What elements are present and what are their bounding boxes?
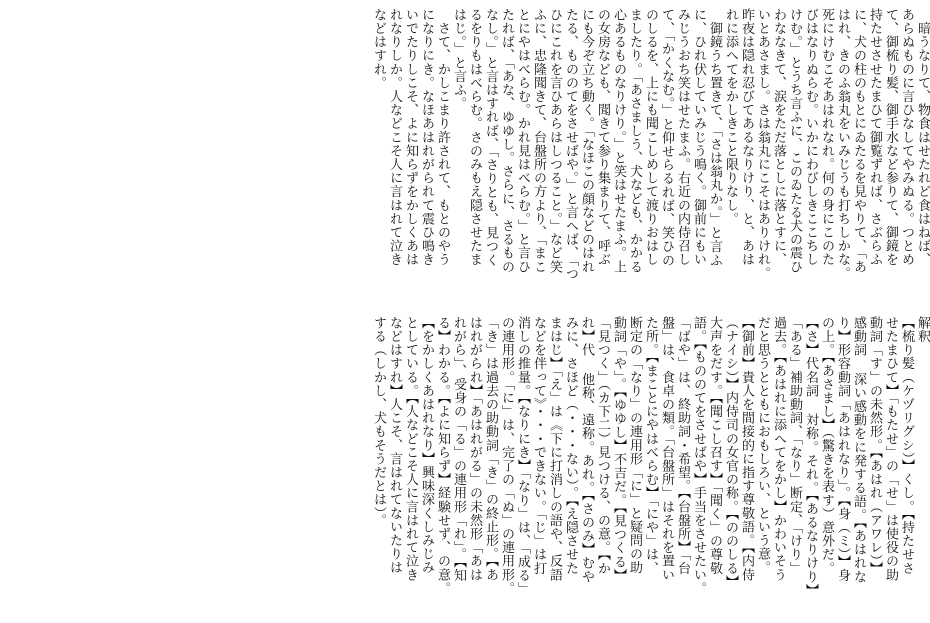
- section-divider: [20, 311, 920, 312]
- main-text-line: さて、かしこまり許されて、もとのやう: [435, 8, 450, 267]
- explanation-line: 「き」は過去の助動詞「き」の終止形。【あ: [483, 316, 498, 582]
- main-text-line: なし。」と言はすれば、「さりとも、見つく: [483, 8, 498, 267]
- explanation-line: 「見つく」（カ下二）見つける、の意。【か: [595, 316, 610, 575]
- explanation-line: 動詞「す」の未然形。【あはれ（アワレ）】: [867, 316, 882, 575]
- main-text-line: はじ。」と言ふ。: [451, 8, 466, 111]
- explanation-line: 盤」は、食卓の類。「台盤所」はそれを置い: [659, 316, 674, 582]
- explanation-line: などを伴って》・・・できない。「じ」は打: [531, 316, 546, 575]
- main-text-line: たる、もののてをさせばや。」と言へば、「つ: [563, 8, 578, 281]
- explanation-line: 消しの推量。【なりにき】「なり」は、「成る」: [515, 316, 530, 596]
- explanation-line: する（しかし、犬もそうだとは）。: [371, 316, 386, 528]
- explanation-line: 感動詞 深い感動をに発する語。【あはれな: [851, 316, 866, 584]
- explanation-line: などはすれ】人こそ、言はれてないたりは: [387, 316, 402, 575]
- main-text-line: れに添へてをかしきこと限りなし。: [723, 8, 738, 226]
- main-text-block: [60, 8, 930, 308]
- explanation-heading: 解釈: [915, 316, 930, 344]
- main-text-line: たれば、「あな、ゆゆし。さらに、さるもの: [499, 8, 514, 274]
- explanation-line: 「ある」補助動詞、「なり」断定、「けり」: [787, 316, 802, 575]
- main-text-line: れなりしか。人などこそ人に言はれて泣き: [387, 8, 402, 267]
- main-text-line: 昨夜は隠れ忍びてあるなりけり、と、あは: [739, 8, 754, 267]
- main-text-line: て、御梳り髪、御手水など参りて、御鏡を: [883, 8, 898, 267]
- explanation-line: だと思うとともにおもしろい、という意。: [755, 316, 770, 575]
- explanation-line: 語。【もののてをさせばや】手当をさせたい。: [691, 316, 706, 596]
- explanation-line: 断定の「なり」の連用形「に」と疑問の助: [627, 316, 642, 575]
- main-text-line: あらぬものに言ひなしてやみぬる。つとめ: [899, 8, 914, 267]
- explanation-line: 「ばや」は、終助詞・希望。【台盤所】「台: [675, 316, 690, 575]
- explanation-line: 動詞「や」。【ゆゆし】不吉だ。【見つくる】: [611, 316, 626, 583]
- main-text-line: ふに、忠隆聞きて、台盤所の方より、「まこ: [531, 8, 546, 274]
- main-text-line: 御鏡うち置きて、「さは翁丸か。」と言ふ: [707, 8, 722, 267]
- explanation-line: の上。【あさまし】（驚きを表す）意外だ。: [819, 316, 834, 575]
- main-text-line: のしるを、上にも聞こしめして渡りおはし: [643, 8, 658, 267]
- explanation-line: 【さ】代名詞 対称。それ。【あるなりけり】: [803, 316, 818, 598]
- main-text-line: いとあさまし。さは翁丸にこそはありけれ。: [755, 8, 770, 280]
- explanation-line: る】わかる。【よに知らず】経験せず、の意。: [435, 316, 450, 596]
- main-text-line: るをりもはべらむ。さのみもえ隠させたま: [467, 8, 482, 267]
- explanation-line: れがら」、受身の「る」の連用形「れ」。【知: [451, 316, 466, 583]
- explanation-line: （ナイシ）】内侍司の女官の称。【ののしる】: [723, 316, 738, 589]
- main-text-line: ひにこれを言ひあらはしつること。」など笑: [547, 8, 562, 274]
- explanation-line: 大声をだす。【聞こし召す】「聞く」の尊敬: [707, 316, 722, 575]
- main-text-line: けむ。」とうち言ふに、このゐたる犬の震ひ: [787, 8, 802, 274]
- main-text-line: 死にけむこそあはれなれ。何の身にこのた: [819, 8, 834, 267]
- explanation-line: れ】代 他称、遠称。あれ。【さのみ】むや: [579, 316, 594, 584]
- explanation-line: た所。【まことにやはべらむ】「にや」は、: [643, 316, 658, 575]
- main-text-line: に、ひれ伏していみじう鳴く。御前にもい: [691, 8, 706, 267]
- explanation-line: の連用形。「に」は、完了の「ぬ」の連用形。: [499, 316, 514, 596]
- explanation-line: みに、さほど（・・・ない）。【え隠させた: [563, 316, 578, 575]
- main-text-line: て、「かくなむ。」と仰せらるれば、笑ひの: [659, 8, 674, 267]
- explanation-line: 過去。【あはれに添へてをかし】かわいそう: [771, 316, 786, 582]
- main-text-line: ましたり。「あさましう、犬なども、かかる: [627, 8, 642, 274]
- main-text-line: に、犬の柱のもとにゐたるを見やりて、「あ: [851, 8, 866, 274]
- main-text-line: とにやはべらむ。かれ見はべらむ。」と言ひ: [515, 8, 530, 274]
- explanation-line: 【御前】貴人を間接的に指す尊敬語。【内侍: [739, 316, 754, 582]
- main-text-line: 暗うなりて、物食はせたれど食はねば、: [915, 8, 930, 267]
- main-text-line: 心あるものなりけり。」と笑はせたまふ。上: [611, 8, 626, 274]
- main-text-line: はれ、きのふ翁丸をいみじうも打ちしかな。: [835, 8, 850, 280]
- main-text-line: の女房なども、聞きて参り集まりて、呼ぶ: [595, 8, 610, 267]
- main-text-line: わななきて、涙をただ落としに落とすに、: [771, 8, 786, 267]
- main-text-line: 持たせさせたまひて御覧ずれば、さぶらふ: [867, 8, 882, 267]
- explanation-line: り】形容動詞「あはれなり」。【身（ミ）】身: [835, 316, 850, 583]
- main-text-line: にも今ぞ立ち動く。「なほこの顔などのはれ: [579, 8, 594, 274]
- main-text-line: いでたりしこそ、よに知らずをかしくあは: [403, 8, 418, 267]
- main-text-line: などはすれ。: [371, 8, 386, 90]
- explanation-line: 【梳り髪（ケヅリグシ）】くし。【持たせさ: [899, 316, 914, 575]
- explanation-block: [60, 316, 930, 616]
- explanation-line: 【をかしくあはれなり】興味深くしみじみ: [419, 316, 434, 575]
- main-text-line: びはなりぬらむ。いかにわびしきここちし: [803, 8, 818, 267]
- main-text-line: みじうおち笑はせたまふ。右近の内侍召し: [675, 8, 690, 267]
- explanation-line: はれがられ】「あはれがる」の未然形「あは: [467, 316, 482, 582]
- explanation-line: まはじ】「え」は《下に打消しの語や、反語: [547, 316, 562, 582]
- main-text-line: になりにき。なほあはれがられて震ひ鳴き: [419, 8, 434, 267]
- explanation-line: せたまひて】「もたせ」の「せ」は使役の助: [883, 316, 898, 582]
- explanation-line: としている。【人などこそ人に言はれて泣き: [403, 316, 418, 582]
